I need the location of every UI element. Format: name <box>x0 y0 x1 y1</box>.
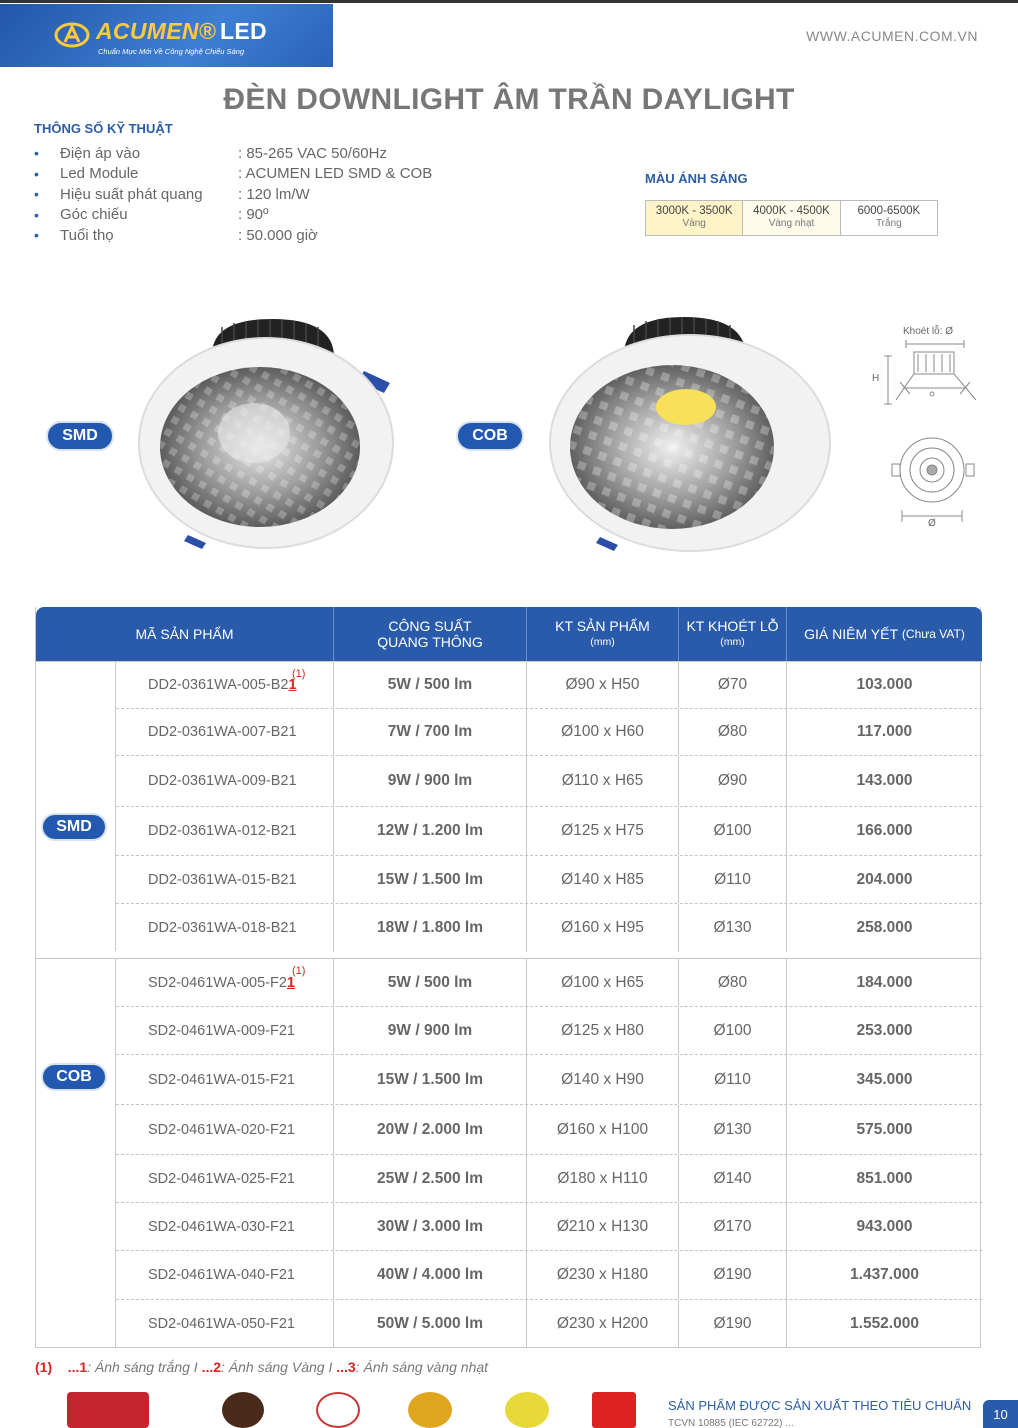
color-temp: 3000K - 3500K <box>655 205 733 217</box>
standard-subtitle: TCVN 10885 (IEC 62722) ... <box>668 1418 794 1428</box>
spec-item <box>34 143 432 164</box>
color-name: Vàng nhạt <box>768 218 815 229</box>
spec-item <box>34 184 432 205</box>
code-highlight: 1 <box>286 974 295 991</box>
table-row <box>116 1105 982 1155</box>
spec-label: Điện áp vào <box>60 144 141 162</box>
code-cell <box>116 904 334 952</box>
group-badge: SMD <box>41 813 107 841</box>
star-award-logo <box>316 1392 360 1428</box>
color-temp: 4000K - 4500K <box>753 205 830 217</box>
hole-cell: Ø100 <box>679 807 787 855</box>
product-code: SD2-0461WA-005-F2 <box>148 974 287 991</box>
light-color-cell <box>646 201 743 235</box>
power-cell: 25W / 2.500 lm <box>334 1155 527 1202</box>
product-code: SD2-0461WA-025-F21 <box>148 1170 295 1187</box>
light-color-cell <box>743 201 840 235</box>
spec-list <box>34 143 432 246</box>
footnote-number: ...1 <box>67 1359 88 1375</box>
price-cell: 851.000 <box>856 1169 913 1187</box>
price-cell: 166.000 <box>856 822 913 839</box>
group-label <box>36 662 116 951</box>
code-cell <box>116 1007 334 1054</box>
light-color-title: MÀU ÁNH SÁNG <box>645 171 748 186</box>
hole-cell: Ø170 <box>679 1203 787 1250</box>
table-row <box>116 904 982 952</box>
bullet-icon: • <box>34 206 39 223</box>
size-cell: Ø125 x H80 <box>527 1007 679 1054</box>
table-row <box>116 1007 982 1055</box>
height-dimension-label: H <box>872 373 880 384</box>
hole-cell: Ø190 <box>679 1251 787 1299</box>
product-code: SD2-0461WA-040-F21 <box>148 1267 295 1283</box>
size-cell: Ø160 x H100 <box>527 1105 679 1154</box>
brand-tagline: Chuẩn Mực Mới Về Công Nghệ Chiếu Sáng <box>98 47 245 56</box>
power-cell: 50W / 5.000 lm <box>334 1300 527 1348</box>
code-cell <box>116 756 334 806</box>
product-code: DD2-0361WA-009-B21 <box>148 773 297 789</box>
hole-cell: Ø80 <box>679 709 787 755</box>
code-cell <box>116 1300 334 1348</box>
size-cell: Ø125 x H75 <box>527 807 679 855</box>
spec-item <box>34 225 432 246</box>
power-cell: 5W / 500 lm <box>334 959 527 1006</box>
price-cell: 117.000 <box>856 723 913 740</box>
technical-drawing <box>880 338 980 523</box>
bullet-icon: • <box>34 165 39 182</box>
spec-label: Hiệu suất phát quang <box>60 185 203 203</box>
quality-medal-logo <box>408 1392 452 1428</box>
color-name: Trắng <box>875 218 902 229</box>
footnote-marker: (1) <box>35 1359 53 1375</box>
hole-cell: Ø190 <box>679 1300 787 1348</box>
product-code: DD2-0361WA-007-B21 <box>148 724 297 740</box>
power-cell: 18W / 1.800 lm <box>334 904 527 952</box>
price-cell: 1.552.000 <box>850 1315 919 1332</box>
spec-label: Led Module <box>60 165 139 183</box>
brand-logo[interactable] <box>0 4 333 67</box>
price-cell: 258.000 <box>856 919 913 936</box>
iso-certificate-logo <box>67 1392 149 1428</box>
acumen-logo-icon <box>54 22 90 48</box>
power-cell: 7W / 700 lm <box>334 709 527 755</box>
group-label <box>36 959 116 1347</box>
page-number: 10 <box>983 1400 1018 1428</box>
footnote-marker: (1) <box>292 668 306 680</box>
power-cell: 20W / 2.000 lm <box>334 1105 527 1154</box>
light-color-table <box>645 200 938 236</box>
table-row <box>116 662 982 709</box>
price-cell: 253.000 <box>856 1021 913 1039</box>
vn-quality-logo <box>592 1392 636 1428</box>
color-name: Vàng <box>682 218 706 229</box>
price-cell: 575.000 <box>856 1120 913 1138</box>
smd-downlight-image <box>136 313 398 553</box>
table-row <box>116 1155 982 1203</box>
product-code: DD2-0361WA-015-B21 <box>148 871 297 888</box>
bullet-icon: • <box>34 186 39 203</box>
footnote-text: : Ánh sáng trắng I <box>87 1359 202 1375</box>
hole-cell: Ø90 <box>679 756 787 806</box>
table-row <box>116 807 982 856</box>
table-row <box>116 1055 982 1105</box>
size-cell: Ø140 x H90 <box>527 1055 679 1104</box>
standard-title: SẢN PHẨM ĐƯỢC SẢN XUẤT THEO TIÊU CHUẨN <box>668 1398 972 1413</box>
light-color-cell <box>841 201 937 235</box>
power-cell: 12W / 1.200 lm <box>334 807 527 855</box>
product-code: DD2-0361WA-018-B21 <box>148 920 297 936</box>
product-code: SD2-0461WA-050-F21 <box>148 1316 295 1332</box>
spec-value: : 85-265 VAC 50/60Hz <box>238 144 387 162</box>
table-row <box>116 709 982 756</box>
cob-badge: COB <box>456 421 524 451</box>
table-header <box>36 607 982 661</box>
code-cell <box>116 1055 334 1104</box>
smd-badge: SMD <box>46 421 114 451</box>
power-cell: 5W / 500 lm <box>334 662 527 708</box>
code-cell <box>116 662 334 708</box>
spec-value: : ACUMEN LED SMD & COB <box>238 165 433 183</box>
size-cell: Ø140 x H85 <box>527 856 679 903</box>
code-cell <box>116 856 334 903</box>
size-cell: Ø180 x H110 <box>527 1155 679 1202</box>
brand-award-logo <box>505 1392 549 1428</box>
product-code: SD2-0461WA-020-F21 <box>148 1121 295 1138</box>
size-cell: Ø230 x H180 <box>527 1251 679 1299</box>
table-row <box>116 959 982 1007</box>
size-cell: Ø100 x H65 <box>527 959 679 1006</box>
product-group-smd <box>36 661 982 951</box>
spec-label: Góc chiếu <box>60 206 128 224</box>
bullet-icon: • <box>34 145 39 162</box>
table-row <box>116 1251 982 1300</box>
product-table <box>35 607 981 1348</box>
spec-item <box>34 205 432 226</box>
group-badge: COB <box>41 1063 107 1091</box>
hole-cell: Ø80 <box>679 959 787 1006</box>
spec-item <box>34 164 432 185</box>
product-code: DD2-0361WA-012-B21 <box>148 823 297 839</box>
diameter-dimension-label: Ø <box>928 518 936 529</box>
hole-dimension-label: Khoét lỗ: Ø <box>903 326 954 337</box>
price-cell: 1.437.000 <box>850 1266 919 1283</box>
page-title: ĐÈN DOWNLIGHT ÂM TRẦN DAYLIGHT <box>223 83 795 116</box>
code-cell <box>116 1105 334 1154</box>
top-border <box>0 0 1018 3</box>
code-cell <box>116 959 334 1006</box>
spec-title: THÔNG SỐ KỸ THUẬT <box>34 121 173 136</box>
hole-cell: Ø140 <box>679 1155 787 1202</box>
website-link[interactable]: WWW.ACUMEN.COM.VN <box>806 28 978 44</box>
header-power: CÔNG SUẤT QUANG THÔNG <box>334 607 527 661</box>
price-cell: 204.000 <box>856 870 913 888</box>
footnote-text: : Ánh sáng vàng nhạt <box>355 1359 489 1375</box>
footnote-number: ...3 <box>336 1359 356 1375</box>
size-cell: Ø110 x H65 <box>527 756 679 806</box>
code-cell <box>116 1251 334 1299</box>
code-cell <box>116 1155 334 1202</box>
size-cell: Ø210 x H130 <box>527 1203 679 1250</box>
table-row <box>116 856 982 904</box>
power-cell: 40W / 4.000 lm <box>334 1251 527 1299</box>
spec-label: Tuổi thọ <box>60 226 114 244</box>
table-row <box>116 1203 982 1251</box>
footnote-number: ...2 <box>201 1359 222 1375</box>
cob-downlight-image <box>548 313 838 553</box>
bullet-icon: • <box>34 227 39 244</box>
hole-cell: Ø130 <box>679 904 787 952</box>
brand-name: ACUMEN® LED <box>96 18 267 44</box>
spec-value: : 90º <box>238 206 269 224</box>
spec-value: : 120 lm/W <box>238 185 310 203</box>
product-code: DD2-0361WA-005-B2 <box>148 677 289 693</box>
price-cell: 345.000 <box>856 1070 913 1088</box>
code-cell <box>116 807 334 855</box>
color-temp: 6000-6500K <box>857 205 921 217</box>
header-code: MÃ SẢN PHẨM <box>36 607 334 661</box>
price-cell: 943.000 <box>856 1217 913 1235</box>
size-cell: Ø100 x H60 <box>527 709 679 755</box>
code-cell <box>116 1203 334 1250</box>
price-cell: 184.000 <box>856 973 913 991</box>
code-highlight: 1 <box>288 677 297 693</box>
header-price: GIÁ NIÊM YẾT (Chưa VAT) <box>804 626 965 642</box>
size-cell: Ø160 x H95 <box>527 904 679 952</box>
footnote-marker: (1) <box>292 965 306 977</box>
power-cell: 9W / 900 lm <box>334 756 527 806</box>
hole-cell: Ø70 <box>679 662 787 708</box>
power-cell: 9W / 900 lm <box>334 1007 527 1054</box>
footnote <box>35 1359 488 1375</box>
gold-award-logo <box>222 1392 264 1428</box>
price-cell: 103.000 <box>856 676 913 693</box>
size-cell: Ø90 x H50 <box>527 662 679 708</box>
spec-value: : 50.000 giờ <box>238 226 318 244</box>
table-row <box>116 756 982 807</box>
hole-cell: Ø110 <box>679 1055 787 1104</box>
hole-cell: Ø100 <box>679 1007 787 1054</box>
hole-cell: Ø110 <box>679 856 787 903</box>
footnote-text: : Ánh sáng Vàng I <box>221 1359 337 1375</box>
size-cell: Ø230 x H200 <box>527 1300 679 1348</box>
product-code: SD2-0461WA-009-F21 <box>148 1022 295 1039</box>
code-cell <box>116 709 334 755</box>
power-cell: 15W / 1.500 lm <box>334 1055 527 1104</box>
price-cell: 143.000 <box>856 772 913 789</box>
product-code: SD2-0461WA-015-F21 <box>148 1071 295 1088</box>
product-group-cob <box>36 958 982 1347</box>
header-hole: KT KHOÉT LỖ (mm) <box>679 607 787 661</box>
hole-cell: Ø130 <box>679 1105 787 1154</box>
header-size: KT SẢN PHẨM (mm) <box>527 607 679 661</box>
product-code: SD2-0461WA-030-F21 <box>148 1218 295 1235</box>
power-cell: 30W / 3.000 lm <box>334 1203 527 1250</box>
table-row <box>116 1300 982 1348</box>
power-cell: 15W / 1.500 lm <box>334 856 527 903</box>
